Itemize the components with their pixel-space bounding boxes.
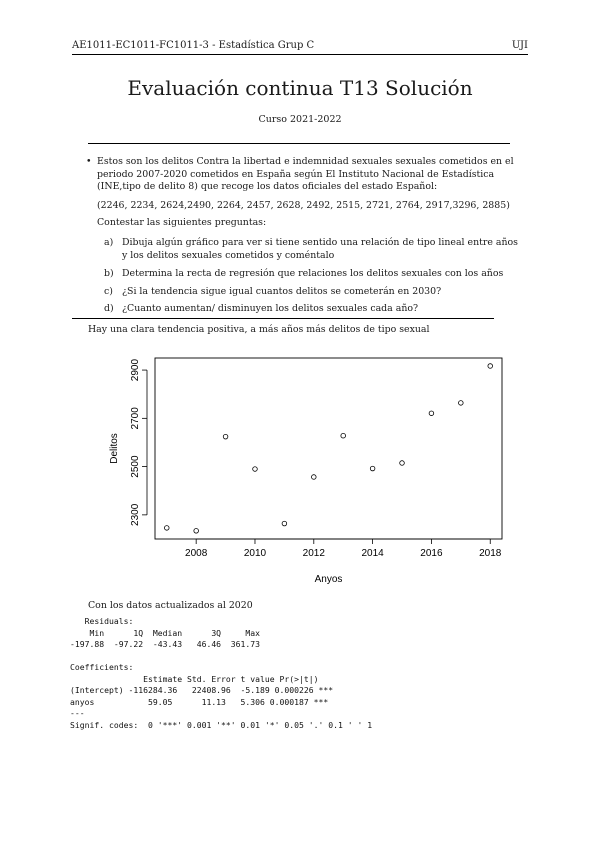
coefficients-slope-row: anyos 59.05 11.13 5.306 0.000187 *** [70,696,329,707]
update-note: Con los datos actualizados al 2020 [88,600,253,611]
question-text: Dibuja algún gráfico para ver si tiene sentido una relación de tipo lineal entre años y los delitos sexuales cometidos y coméntalo [122,237,518,262]
question-label: c) [104,285,113,297]
separator: --- [70,708,85,718]
signif-codes: Signif. codes: 0 '***' 0.001 '**' 0.01 '*' 0.05 '.' 0.1 ' ' 1 [70,719,373,730]
regression-output [70,616,372,731]
question-text: Determina la recta de regresión que relaciones los delitos sexuales con los años [122,267,504,279]
data-point [488,364,493,369]
data-point [341,433,346,438]
coefficients-columns: Estimate Std. Error t value Pr(>|t|) [70,673,319,684]
x-tick-label: 2016 [420,548,443,559]
data-point [400,461,405,466]
data-point [253,467,258,472]
title-rule [88,143,510,144]
y-tick-label: 2500 [130,455,141,478]
answer-comment: Hay una clara tendencia positiva, a más años más delitos de tipo sexual [88,324,430,335]
x-tick-label: 2014 [361,548,384,559]
question-item [104,303,522,316]
data-point [164,526,169,531]
plot-frame [155,358,502,539]
data-point [311,475,316,480]
data-point [429,411,434,416]
x-tick-label: 2010 [243,548,267,559]
data-point [194,528,199,533]
exercise-intro: Estos son los delitos Contra la libertad e indemnidad sexuales sexuales cometidos en el periodo 2007-2020 cometidos en España según El Instituto Nacional de Estadística (INE,tipo de delito 8) que recoge los datos oficiales del estado Español: [97,156,514,193]
question-item [104,286,522,299]
data-point [370,466,375,471]
data-point [459,401,464,406]
bullet-icon: • [86,156,92,167]
running-header [72,40,528,51]
x-tick-label: 2008 [185,548,208,559]
question-text: ¿Si la tendencia sigue igual cuantos delitos se cometerán en 2030? [122,285,442,297]
page-title: Evaluación continua T13 Solución [127,76,473,100]
plot-axes [130,359,502,559]
answer-rule [72,318,494,319]
question-label: a) [104,237,114,249]
y-tick-label: 2900 [130,358,141,382]
plot-points [164,364,492,533]
question-list [104,237,522,315]
header-rule [72,54,528,55]
question-text: ¿Cuanto aumentan/ disminuyen los delitos sexuales cada año? [122,303,419,315]
coefficients-header: Coefficients: [70,662,134,672]
x-tick-label: 2012 [302,548,325,559]
exercise-data: (2246, 2234, 2624,2490, 2264, 2457, 2628, 2492, 2515, 2721, 2764, 2917,3296, 2885) [97,200,510,212]
y-axis-label: Delitos [109,433,120,464]
question-label: d) [104,303,114,315]
question-item [104,237,522,262]
residuals-header: Residuals: [70,616,134,626]
x-axis-label: Anyos [314,574,343,585]
y-tick-label: 2700 [130,407,141,430]
residuals-columns: Min 1Q Median 3Q Max [70,627,261,638]
y-tick-label: 2300 [130,503,141,526]
page-subtitle: Curso 2021-2022 [258,114,342,125]
coefficients-intercept-row: (Intercept) -116284.36 22408.96 -5.189 0.000226 *** [70,685,334,695]
residuals-values: -197.88 -97.22 -43.43 46.46 361.73 [70,639,261,649]
data-point [282,521,287,526]
scatter-chart [100,348,510,596]
exercise-ask: Contestar las siguientes preguntas: [97,216,267,228]
question-label: b) [104,267,114,279]
data-point [223,434,228,439]
x-tick-label: 2018 [479,548,502,559]
header-institution: UJI [511,40,528,51]
header-course: AE1011-EC1011-FC1011-3 - Estadística Grup C [72,40,315,51]
exercise-block [86,156,522,321]
question-item [104,268,522,281]
